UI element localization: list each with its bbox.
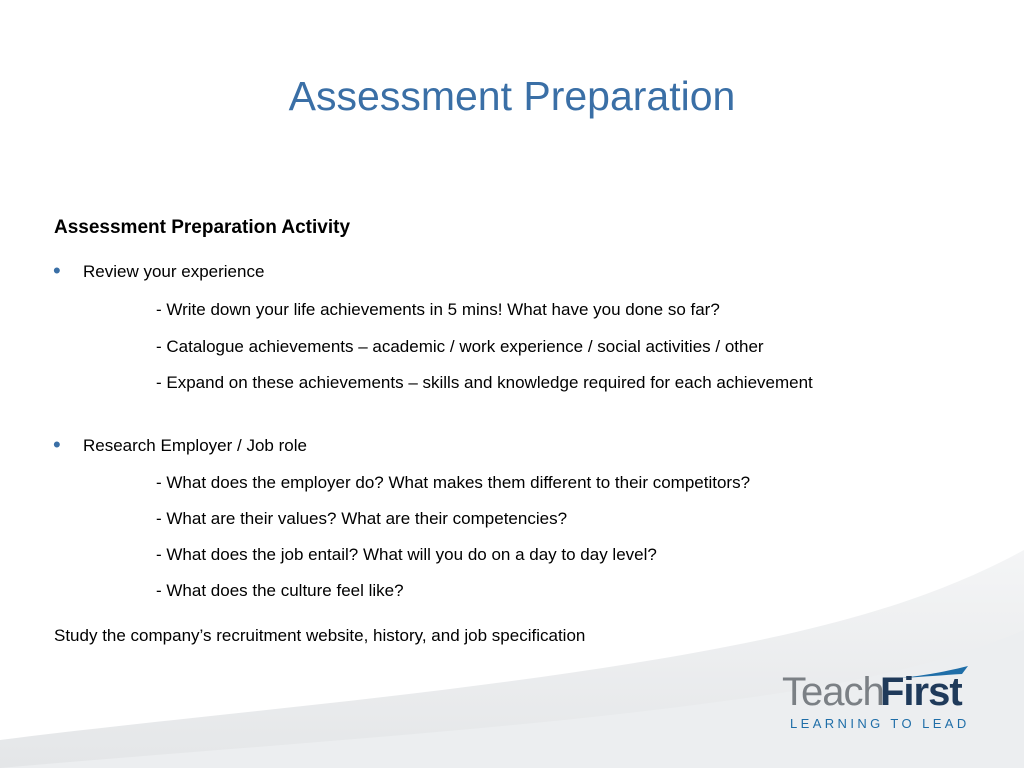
bullet-label: Research Employer / Job role bbox=[83, 436, 307, 455]
bullet-icon: • bbox=[53, 432, 61, 457]
list-item: - Write down your life achievements in 5 mins! What have you done so far? bbox=[156, 300, 720, 319]
logo-tagline: LEARNING TO LEAD bbox=[790, 716, 970, 731]
teachfirst-logo bbox=[780, 662, 980, 734]
bullet-icon: • bbox=[53, 258, 61, 283]
list-item: - Catalogue achievements – academic / work experience / social activities / other bbox=[156, 337, 764, 356]
section-heading: Assessment Preparation Activity bbox=[54, 217, 351, 238]
list-item: - Expand on these achievements – skills and knowledge required for each achievement bbox=[156, 373, 813, 392]
bullet-label: Review your experience bbox=[83, 262, 265, 281]
list-item: - What does the employer do? What makes them different to their competitors? bbox=[156, 473, 751, 492]
list-item: - What does the job entail? What will you do on a day to day level? bbox=[156, 545, 657, 564]
slide-title: Assessment Preparation bbox=[288, 73, 736, 119]
list-item: - What are their values? What are their competencies? bbox=[156, 509, 568, 528]
footer-note: Study the company’s recruitment website, history, and job specification bbox=[54, 626, 586, 645]
list-item: - What does the culture feel like? bbox=[156, 581, 404, 600]
logo-word-teach: Teach bbox=[782, 670, 884, 714]
logo-word-first: First bbox=[880, 670, 962, 714]
